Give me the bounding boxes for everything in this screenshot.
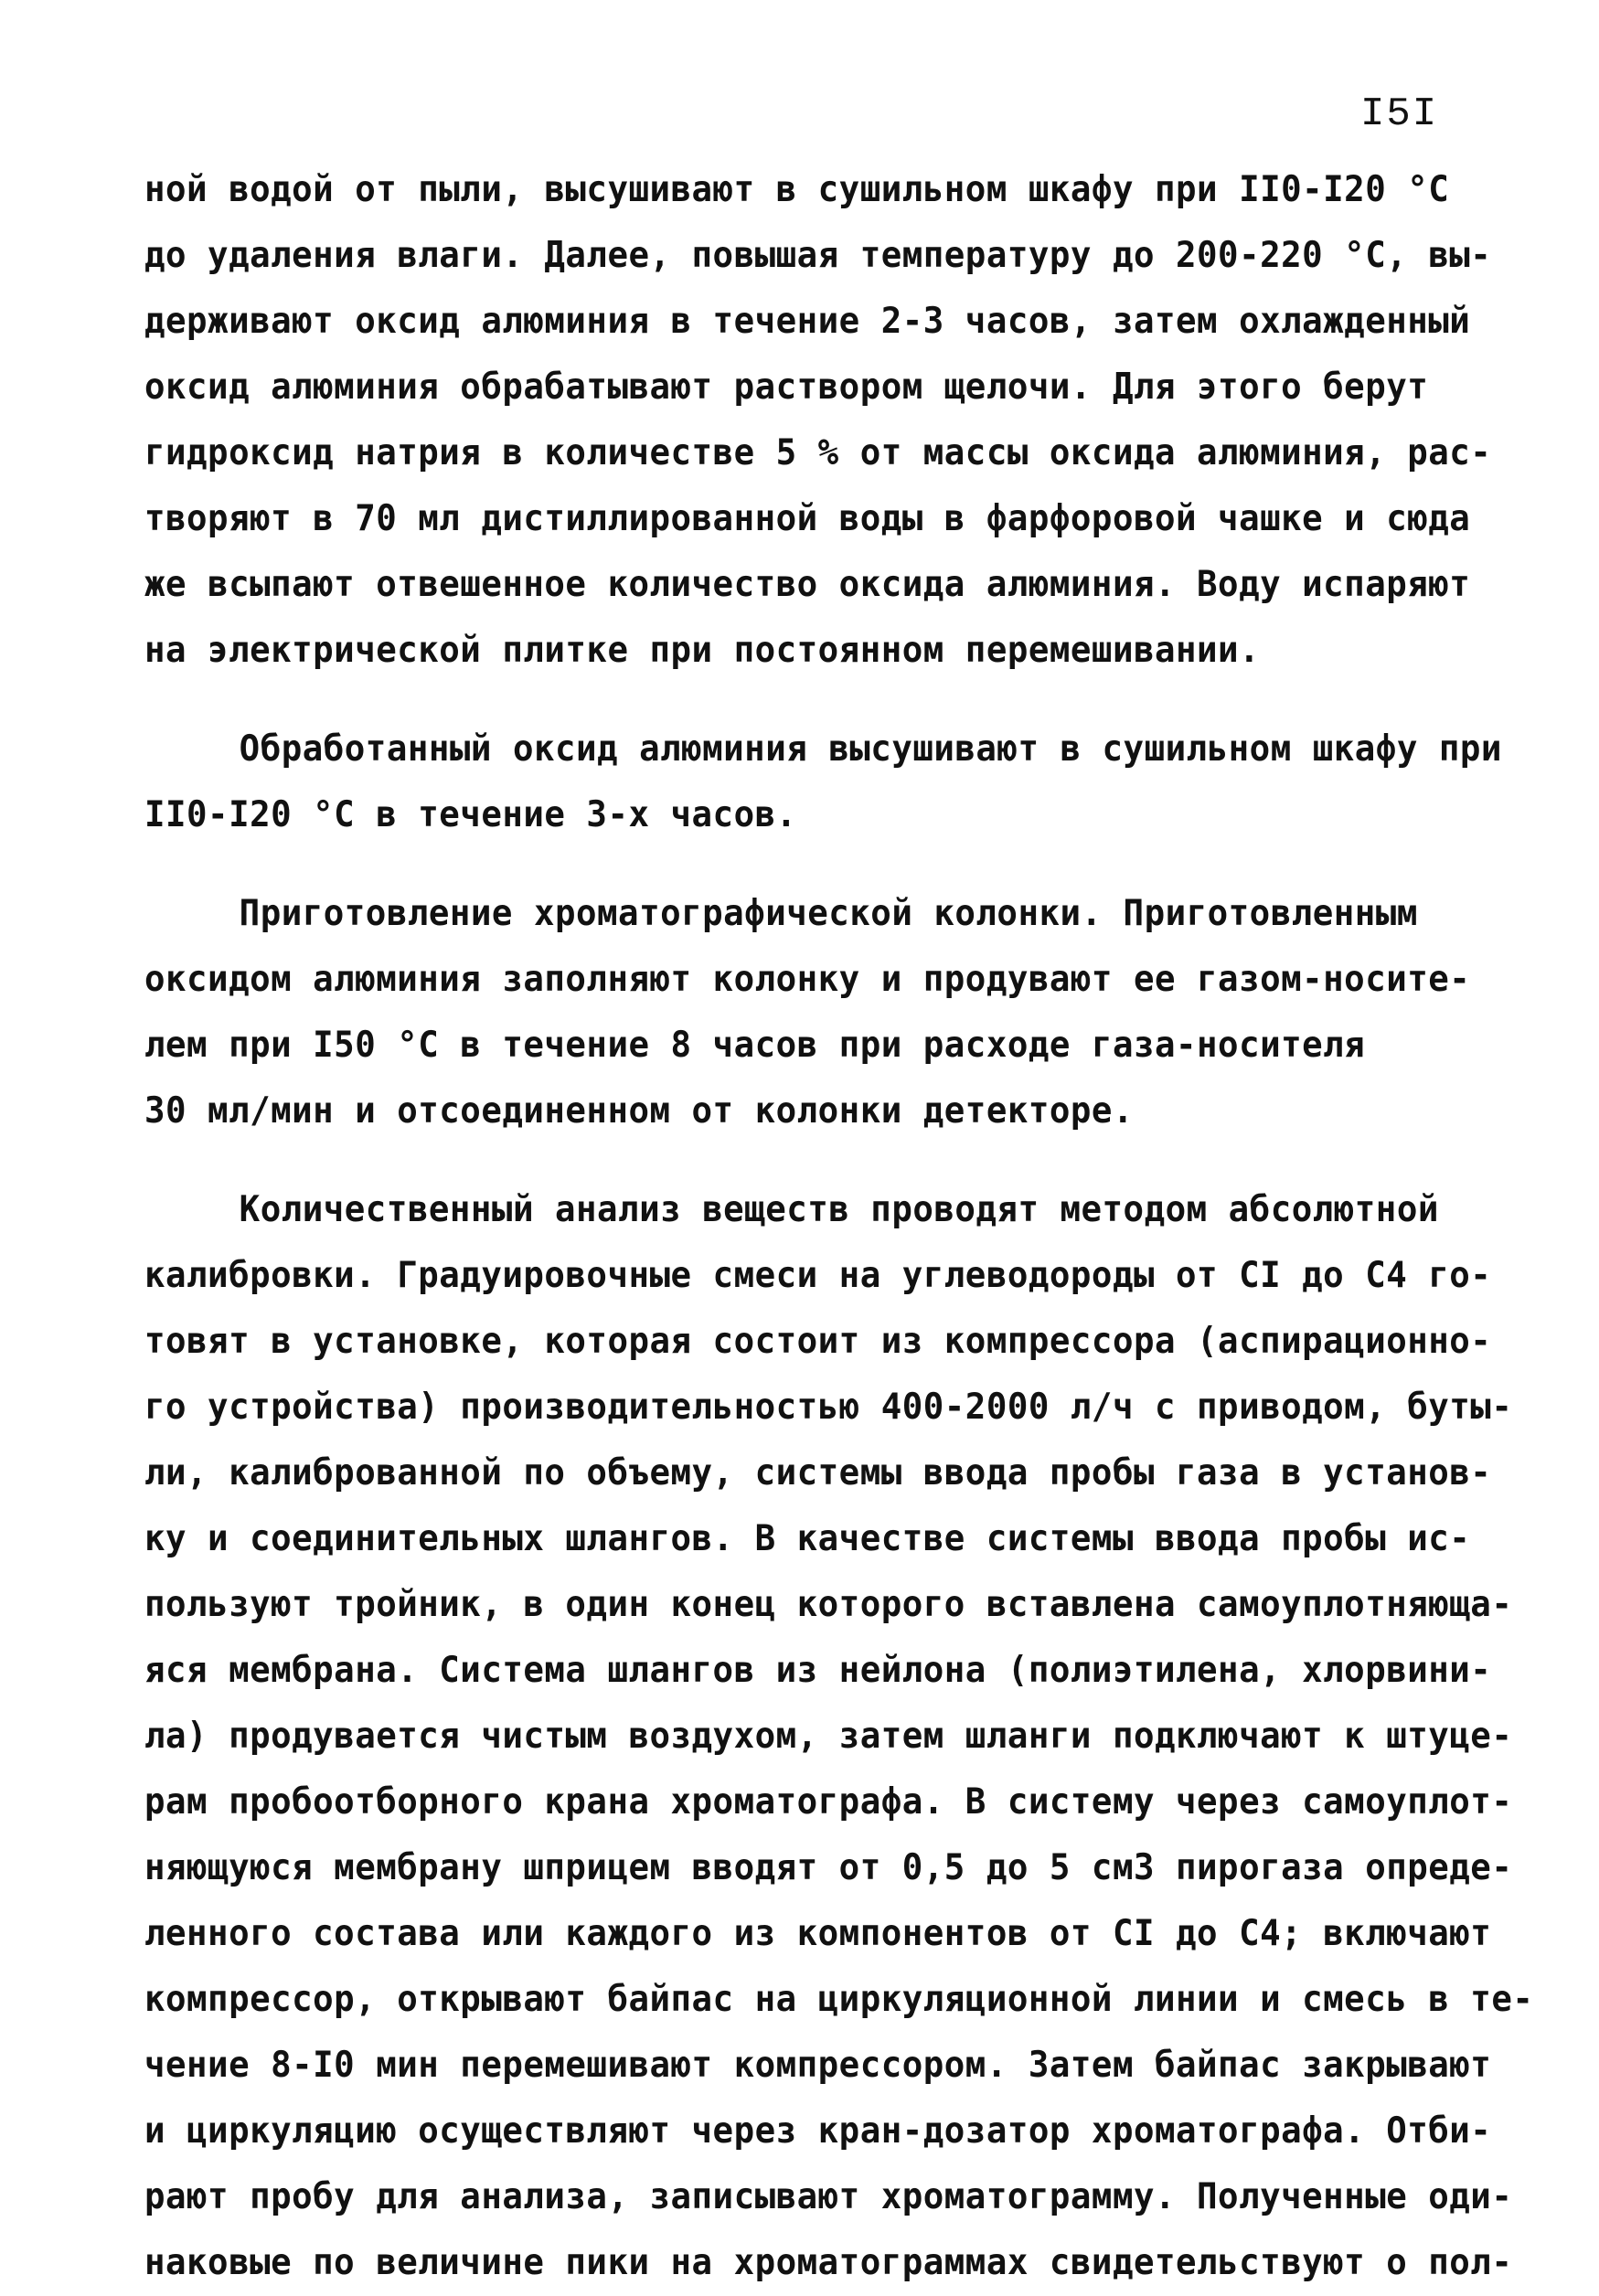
text-line: ку и соединительных шлангов. В качестве системы ввода пробы ис- xyxy=(144,1518,1471,1559)
text-line: товят в установке, которая состоит из компрессора (аспирационно- xyxy=(144,1321,1492,1362)
text-line: лем при I50 °C в течение 8 часов при расходе газа-носителя xyxy=(144,1025,1366,1066)
text-line: компрессор, открывают байпас на циркуляционной линии и смесь в те- xyxy=(144,1979,1534,2020)
text-line: Приготовление хроматографической колонки. Приготовленным xyxy=(239,893,1418,934)
text-line: няющуюся мембрану шприцем вводят от 0,5 до 5 см3 пирогаза опреде- xyxy=(144,1847,1513,1888)
text-line: пользуют тройник, в один конец которого вставлена самоуплотняюща- xyxy=(144,1584,1513,1625)
text-line: гидроксид натрия в количестве 5 % от массы оксида алюминия, рас- xyxy=(144,432,1492,473)
text-line: го устройства) производительностью 400-2000 л/ч с приводом, буты- xyxy=(144,1387,1513,1428)
text-line: 30 мл/мин и отсоединенном от колонки детекторе. xyxy=(144,1090,1134,1132)
text-line: Обработанный оксид алюминия высушивают в сушильном шкафу при xyxy=(239,728,1502,770)
page-number: I5I xyxy=(1360,91,1439,137)
text-line: наковые по величине пики на хроматограммах свидетельствуют о пол- xyxy=(144,2242,1513,2283)
paragraph-gap xyxy=(144,848,1461,881)
text-line: держивают оксид алюминия в течение 2-3 часов, затем охлажденный xyxy=(144,301,1471,342)
text-line: до удаления влаги. Далее, повышая температуру до 200-220 °C, вы- xyxy=(144,235,1492,276)
text-line: яся мембрана. Система шлангов из нейлона (полиэтилена, хлорвини- xyxy=(144,1650,1492,1691)
text-line: ли, калиброванной по объему, системы ввода пробы газа в установ- xyxy=(144,1452,1492,1493)
body-text xyxy=(144,157,1534,2296)
text-line: ной водой от пыли, высушивают в сушильном шкафу при II0-I20 °C xyxy=(144,169,1450,210)
text-line: рам пробоотборного крана хроматографа. В систему через самоуплот- xyxy=(144,1781,1513,1823)
text-line: II0-I20 °C в течение 3-х часов. xyxy=(144,794,797,835)
text-line: оксидом алюминия заполняют колонку и продувают ее газом-носите- xyxy=(144,959,1471,1000)
paragraph-gap xyxy=(144,1144,1461,1177)
text-line: рают пробу для анализа, записывают хроматограмму. Полученные оди- xyxy=(144,2176,1513,2217)
text-line: ленного состава или каждого из компонентов от CI до C4; включают xyxy=(144,1913,1492,1954)
text-line: Количественный анализ веществ проводят методом абсолютной xyxy=(239,1189,1439,1230)
text-line: и циркуляцию осуществляют через кран-дозатор хроматографа. Отби- xyxy=(144,2110,1492,2152)
text-line: оксид алюминия обрабатывают раствором щелочи. Для этого берут xyxy=(144,367,1429,408)
text-line: же всыпают отвешенное количество оксида алюминия. Воду испаряют xyxy=(144,564,1471,605)
text-line: творяют в 70 мл дистиллированной воды в фарфоровой чашке и сюда xyxy=(144,498,1471,539)
text-line: ла) продувается чистым воздухом, затем шланги подключают к штуце- xyxy=(144,1716,1513,1757)
paragraph-gap xyxy=(144,684,1461,717)
text-line: на электрической плитке при постоянном перемешивании. xyxy=(144,630,1261,671)
text-line: калибровки. Градуировочные смеси на углеводороды от CI до C4 го- xyxy=(144,1255,1492,1296)
text-line: чение 8-I0 мин перемешивают компрессором. Затем байпас закрывают xyxy=(144,2045,1492,2086)
